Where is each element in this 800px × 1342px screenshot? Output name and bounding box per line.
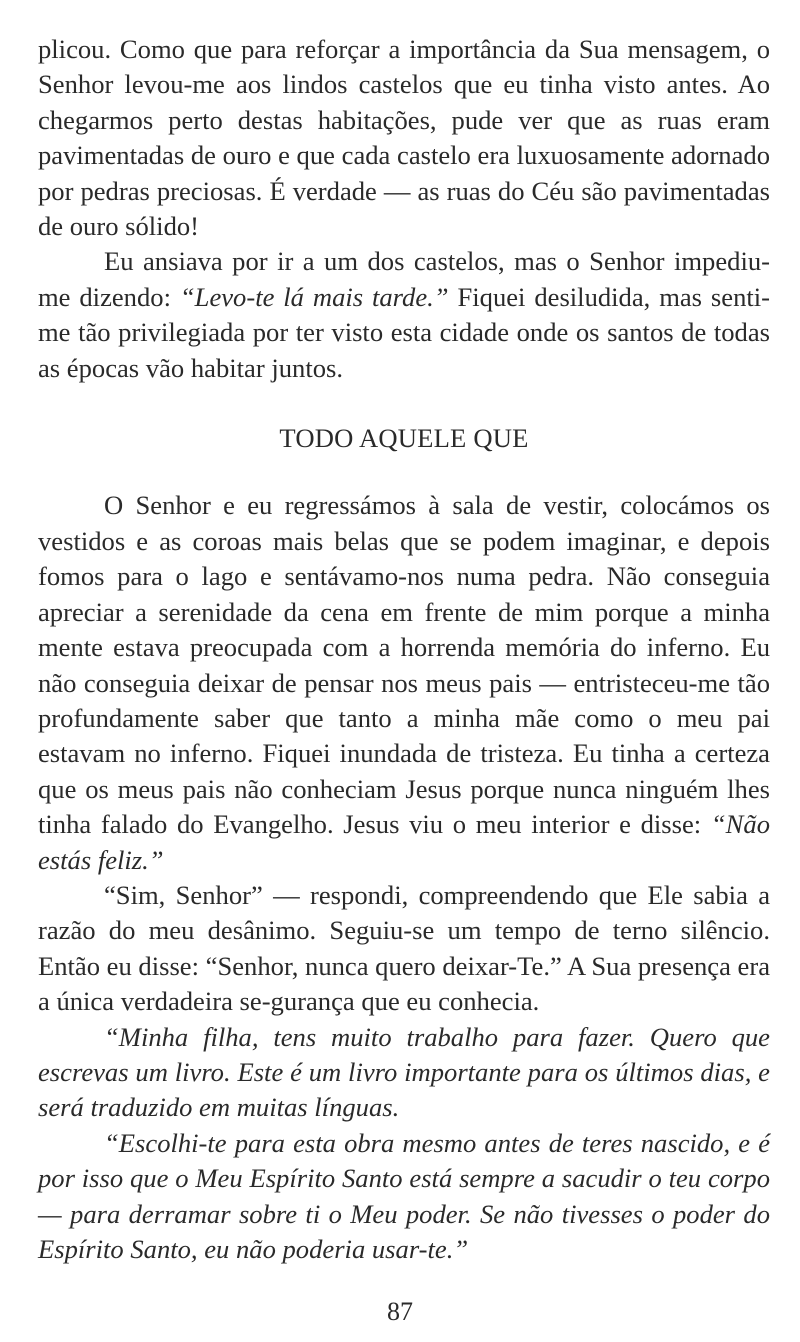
section-heading: TODO AQUELE QUE	[279, 423, 529, 454]
paragraph-text: Eu ansiava por ir a um dos castelos, mas o Senhor impediu-me dizendo:	[38, 246, 770, 312]
quote-text: “Levo-te lá mais tarde.”	[179, 281, 449, 312]
spacer	[38, 386, 770, 421]
page-number: 87	[387, 1297, 413, 1326]
paragraph-lake	[38, 488, 770, 877]
paragraph-castles	[38, 244, 770, 386]
quote-text: “Não estás feliz.”	[38, 809, 770, 875]
page-body	[38, 32, 770, 1267]
paragraph-continuation: plicou. Como que para reforçar a importância da Sua mensagem, o Senhor levou-me aos lindos castelos que eu tinha visto antes. Ao chegarmos perto destas habitações, pude ver que as ruas eram pavimentadas de ouro e que cada castelo era luxuosamente adornado por pedras preciosas. É verdade — as ruas do Céu são pavimentadas de ouro sólido!	[38, 34, 770, 242]
spacer	[38, 456, 770, 488]
paragraph-text: O Senhor e eu regressámos à sala de vestir, colocámos os vestidos e as coroas mais belas que se podem imaginar, e depois fomos para o lago e sentávamo-nos numa pedra. Não conseguia apreciar a serenidade da cena em frente de mim porque a minha mente estava preocupada com a horrenda memória do inferno. Eu não conseguia deixar de pensar nos meus pais — entristeceu-me tão profundamente saber que tanto a minha mãe como o meu pai estavam no inferno. Fiquei inundada de tristeza. Eu tinha a certeza que os meus pais não conheciam Jesus porque nunca ninguém lhes tinha falado do Evangelho. Jesus viu o meu interior e disse:	[38, 490, 770, 840]
paragraph-book: “Minha filha, tens muito trabalho para fazer. Quero que escrevas um livro. Este é um livro importante para os últimos dias, e será traduzido em muitas línguas.	[38, 1021, 770, 1123]
paragraph-chosen: “Escolhi-te para esta obra mesmo antes de teres nascido, e é por isso que o Meu Espírito Santo está sempre a sacudir o teu corpo — para derramar sobre ti o Meu poder. Se não tivesses o poder do Espírito Santo, eu não poderia usar-te.”	[38, 1127, 770, 1264]
paragraph-reply: “Sim, Senhor” — respondi, compreendendo que Ele sabia a razão do meu desânimo. Seguiu-se um tempo de terno silêncio. Então eu disse: “Senhor, nunca quero deixar-Te.” A Sua presença era a única verdadeira se-gurança que eu conhecia.	[38, 879, 771, 1017]
paragraph-text: Fiquei desiludida, mas senti-me tão privilegiada por ter visto esta cidade onde os santos de todas as épocas vão habitar juntos.	[38, 281, 771, 383]
